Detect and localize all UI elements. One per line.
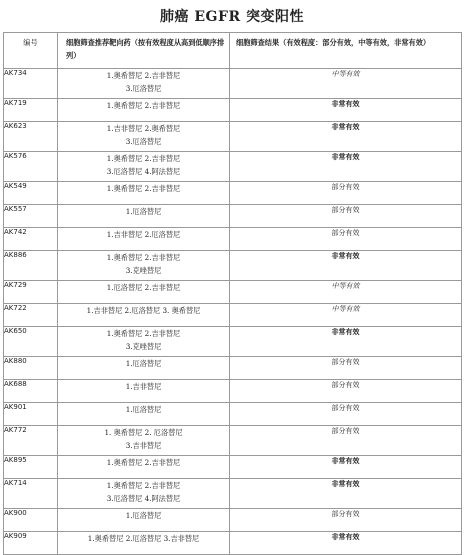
table-row (4, 182, 462, 205)
table-row (4, 426, 462, 456)
table-header-row (4, 33, 462, 69)
screening-result-cell: 中等有效 (230, 281, 462, 304)
recommended-drugs-cell (58, 509, 230, 532)
sample-id-cell: AK895 (4, 456, 58, 479)
sample-id-cell: AK557 (4, 205, 58, 228)
drug-line: 1.厄洛替尼 (125, 359, 162, 368)
sample-id-cell: AK623 (4, 122, 58, 152)
drug-line: 1.厄洛替尼 2.吉非替尼 (106, 283, 181, 292)
screening-result-cell: 非常有效 (230, 479, 462, 509)
table-row (4, 281, 462, 304)
drug-line: 1.奥希替尼 2.吉非替尼 (106, 184, 181, 193)
recommended-drugs-cell (58, 403, 230, 426)
document-title: 肺癌 EGFR 突变阳性 (160, 9, 304, 25)
drug-line: 3.克唑替尼 (125, 266, 162, 275)
sample-id-cell: AK650 (4, 327, 58, 357)
table-row (4, 251, 462, 281)
sample-id-cell: AK900 (4, 509, 58, 532)
screening-result-cell: 非常有效 (230, 99, 462, 122)
screening-result-cell: 部分有效 (230, 380, 462, 403)
table-row (4, 99, 462, 122)
screening-result-cell: 部分有效 (230, 182, 462, 205)
drug-line: 3.克唑替尼 (125, 342, 162, 351)
sample-id-cell: AK722 (4, 304, 58, 327)
drug-line: 1.厄洛替尼 (125, 207, 162, 216)
table-body (4, 69, 462, 555)
screening-result-cell: 部分有效 (230, 403, 462, 426)
screening-result-cell: 部分有效 (230, 357, 462, 380)
table-row (4, 152, 462, 182)
table-row (4, 380, 462, 403)
drug-line: 1.吉非替尼 2.奥希替尼 (106, 124, 181, 133)
drug-line: 1.奥希替尼 2.吉非替尼 (106, 71, 181, 80)
sample-id-cell: AK688 (4, 380, 58, 403)
drug-line: 1. 奥希替尼 2. 厄洛替尼 (104, 428, 183, 437)
table-row (4, 479, 462, 509)
drug-line: 1.厄洛替尼 (125, 511, 162, 520)
screening-result-cell: 部分有效 (230, 228, 462, 251)
sample-id-cell: AK549 (4, 182, 58, 205)
screening-result-cell: 非常有效 (230, 532, 462, 555)
sample-id-cell: AK742 (4, 228, 58, 251)
recommended-drugs-cell (58, 479, 230, 509)
drug-line: 1.奥希替尼 2.吉非替尼 (106, 481, 181, 490)
screening-result-cell: 中等有效 (230, 304, 462, 327)
sample-id-cell: AK734 (4, 69, 58, 99)
drug-line: 3.厄洛替尼 (125, 137, 162, 146)
drug-line: 1.厄洛替尼 (125, 405, 162, 414)
screening-result-cell: 部分有效 (230, 426, 462, 456)
sample-id-cell: AK901 (4, 403, 58, 426)
table-row (4, 403, 462, 426)
drug-line: 1.奥希替尼 2.吉非替尼 (106, 154, 181, 163)
recommended-drugs-cell (58, 426, 230, 456)
recommended-drugs-cell (58, 327, 230, 357)
recommended-drugs-cell (58, 532, 230, 555)
header-drugs: 细胞筛查推荐靶向药（按有效程度从高到低顺序排列） (58, 33, 230, 69)
recommended-drugs-cell (58, 251, 230, 281)
table-row (4, 456, 462, 479)
table-row (4, 228, 462, 251)
screening-result-cell: 中等有效 (230, 69, 462, 99)
sample-id-cell: AK729 (4, 281, 58, 304)
drug-line: 3.厄洛替尼 4.阿法替尼 (106, 494, 181, 503)
results-table (3, 32, 462, 555)
drug-line: 3.厄洛替尼 (125, 84, 162, 93)
sample-id-cell: AK880 (4, 357, 58, 380)
table-row (4, 357, 462, 380)
screening-result-cell: 非常有效 (230, 327, 462, 357)
recommended-drugs-cell (58, 380, 230, 403)
drug-line: 3.吉非替尼 (125, 441, 162, 450)
recommended-drugs-cell (58, 122, 230, 152)
recommended-drugs-cell (58, 357, 230, 380)
screening-result-cell: 非常有效 (230, 122, 462, 152)
sample-id-cell: AK886 (4, 251, 58, 281)
recommended-drugs-cell (58, 304, 230, 327)
drug-line: 1.奥希替尼 2.厄洛替尼 3.吉非替尼 (87, 534, 200, 543)
drug-line: 1.吉非替尼 2.厄洛替尼 3. 奥希替尼 (86, 306, 201, 315)
table-row (4, 327, 462, 357)
recommended-drugs-cell (58, 182, 230, 205)
drug-line: 1.奥希替尼 2.吉非替尼 (106, 253, 181, 262)
recommended-drugs-cell (58, 69, 230, 99)
sample-id-cell: AK772 (4, 426, 58, 456)
table-row (4, 532, 462, 555)
drug-line: 1.吉非替尼 (125, 382, 162, 391)
sample-id-cell: AK719 (4, 99, 58, 122)
table-row (4, 509, 462, 532)
screening-result-cell: 非常有效 (230, 456, 462, 479)
recommended-drugs-cell (58, 456, 230, 479)
table-row (4, 69, 462, 99)
recommended-drugs-cell (58, 152, 230, 182)
screening-result-cell: 部分有效 (230, 509, 462, 532)
screening-result-cell: 非常有效 (230, 251, 462, 281)
table-row (4, 304, 462, 327)
sample-id-cell: AK714 (4, 479, 58, 509)
table-row (4, 205, 462, 228)
header-result: 细胞筛查结果（有效程度：部分有效，中等有效，非常有效） (230, 33, 462, 69)
drug-line: 1.奥希替尼 2.吉非替尼 (106, 458, 181, 467)
drug-line: 1.奥希替尼 2.吉非替尼 (106, 101, 181, 110)
screening-result-cell: 非常有效 (230, 152, 462, 182)
drug-line: 1.奥希替尼 2.吉非替尼 (106, 329, 181, 338)
recommended-drugs-cell (58, 205, 230, 228)
table-row (4, 122, 462, 152)
screening-result-cell: 部分有效 (230, 205, 462, 228)
drug-line: 1.吉非替尼 2.厄洛替尼 (106, 230, 181, 239)
sample-id-cell: AK909 (4, 532, 58, 555)
recommended-drugs-cell (58, 99, 230, 122)
drug-line: 3.厄洛替尼 4.阿法替尼 (106, 167, 181, 176)
header-id: 编号 (4, 33, 58, 69)
recommended-drugs-cell (58, 281, 230, 304)
recommended-drugs-cell (58, 228, 230, 251)
sample-id-cell: AK576 (4, 152, 58, 182)
